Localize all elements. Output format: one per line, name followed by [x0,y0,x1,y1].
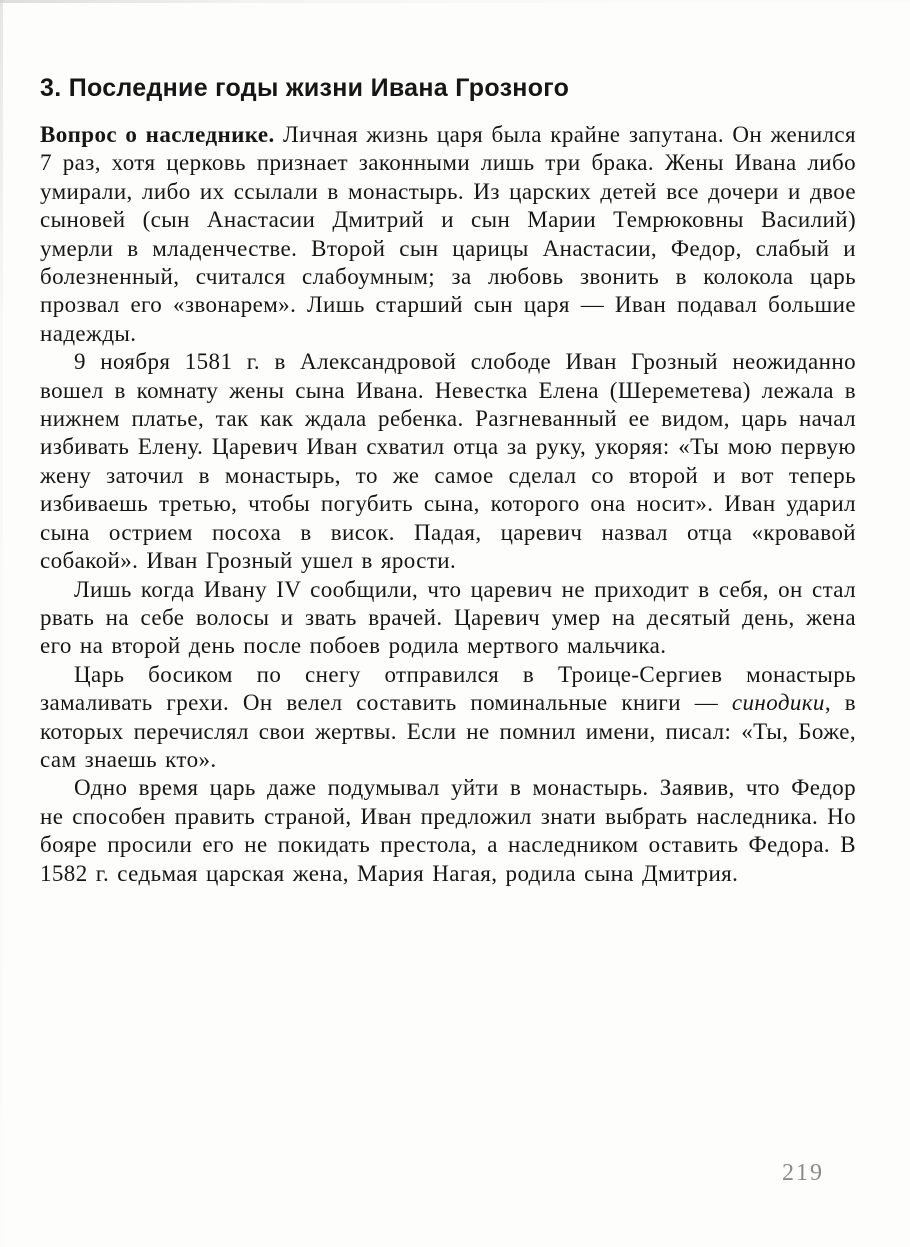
paragraph-sinodiki [40,661,856,775]
scan-edge-top [0,0,910,3]
paragraph-text: Лишь когда Ивану IV сообщили, что царевич не приходит в себя, он стал рвать на себе волосы и звать врачей. Царевич умер на десятый день, жена его на второй день после побоев родила мертвого мальчика. [40,576,856,659]
paragraph-fedor-heir [40,774,856,888]
page-number: 219 [782,1160,824,1186]
paragraph-text: , в которых перечислял свои жертвы. Если не помнил имени, писал: «Ты, Боже, сам знаешь кто». [40,690,857,772]
section-heading: 3. Последние годы жизни Ивана Грозного [40,74,570,102]
paragraph-november-1581 [40,348,856,575]
paragraph-text: 9 ноября 1581 г. в Александровой слободе Иван Грозный неожиданно вошел в комнату жены сына Ивана. Невестка Елена (Шереметева) лежала в нижнем платье, так как ждала ребенка. Разгневанный ее видом, царь начал избивать Елену. Царевич Иван схватил отца за руку, укоряя: «Ты мою первую жену заточил в монастырь, то же самое сделал со второй и вот теперь избиваешь третью, чтобы погубить сына, которого она носит». Иван ударил сына острием посоха в висок. Падая, царевич назвал отца «кровавой собакой». Иван Грозный ушел в ярости. [40,349,856,574]
paragraph-text: Личная жизнь царя была крайне запутана. Он женился 7 раз, хотя церковь признает законными лишь три брака. Жены Ивана либо умирали, либо их ссылали в монастырь. Из царских детей все дочери и двое сыновей (сын Анастасии Дмитрий и сын Марии Темрюковны Василий) умерли в младенчестве. Второй сын царицы Анастасии, Федор, слабый и болезненный, считался слабоумным; за любовь звонить в колокола царь прозвал его «звонарем». Лишь старший сын царя — Иван подавал большие надежды. [40,122,857,346]
body-text-block [40,121,856,888]
paragraph-text: Одно время царь даже подумывал уйти в монастырь. Заявив, что Федор не способен править страной, Иван предложил знати выбрать наследника. Но бояре просили его не покидать престола, а наследником оставить Федора. В 1582 г. седьмая царская жена, Мария Нагая, родила сына Дмитрия. [40,775,856,886]
paragraph-lead-bold: Вопрос о наследнике. [40,122,275,147]
paragraph-text: Царь босиком по снегу отправился в Троице-Сергиев монастырь замаливать грехи. Он велел составить поминальные книги — [40,661,856,716]
scan-edge-left [0,0,3,1247]
paragraph-italic-term: синодики [731,690,825,716]
paragraph-heir-question [40,121,856,348]
paragraph-tsarevich-death [40,576,856,661]
